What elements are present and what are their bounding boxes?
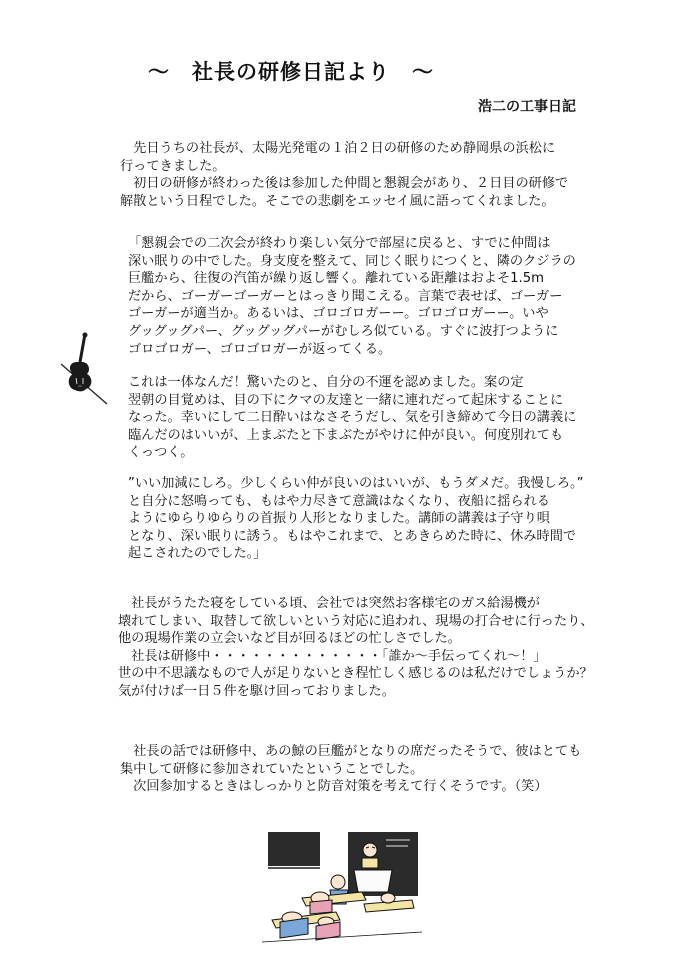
story-paragraph-lecture: ”いい加減にしろ。少しくらい仲が良いのはいいが、もうダメだ。我慢しろ。” と自分に怒鳴っても、もはや力尽きて意識はなくなり、夜船に揺られる ようにゆらりゆらりの首振り人形となりました。講師の講義は子守り唄 となり、深い眠りに誘う。もはやこれまで、とあきらめた時に、休み時間で 起こされたのでした。」 [128,476,584,562]
story-paragraph-morning: これは一体なんだ！驚いたのと、自分の不運を認めました。案の定 翌朝の目覚めは、目の下にクマの友達と一緒に連れだって起床することに なった。幸いにして二日酔いはなさそうだし、気を引き締めて今日の講義に 臨んだのはいいが、上まぶたと下まぶたがやけに仲が良い。何度別れても くっつく。 [128,375,577,461]
intro-paragraph: 先日うちの社長が、太陽光発電の１泊２日の研修のため静岡県の浜松に 行ってきました。 初日の研修が終わった後は参加した仲間と懇親会があり、２日目の研修で 解散という日程でした。そこでの悲劇をエッセイ風に語ってくれました。 [120,141,569,209]
classroom-icon [262,828,422,946]
ending-paragraph: 社長の話では研修中、あの鯨の巨艦がとなりの席だったそうで、彼はとても 集中して研修に参加されていたということでした。 次回参加するときはしっかりと防音対策を考えて行くそうです。（笑） [120,744,582,795]
story-paragraph-snoring: 「懇親会での二次会が終わり楽しい気分で部屋に戻ると、すでに仲間は 深い眠りの中でした。身支度を整えて、同じく眠りにつくと、隣のクジラの 巨艦から、往復の汽笛が繰り返し響く。離れている距離はおよそ1.5m だから、ゴーガーゴーガーとはっきり聞こえる。言葉で表せば、ゴーガー ゴーガーが適当か。あるいは、ゴロゴロガーー。ゴロゴロガーー。いや グッグッグパー、グッグッグパーがむしろ似ている。すぐに波打つように ゴロゴロガー、ゴロゴロガーが返ってくる。 [128,236,576,357]
office-paragraph: 社長がうたた寝をしている頃、会社では突然お客様宅のガス給湯機が 壊れてしまい、取替して欲しいという対応に追われ、現場の打合せに行ったり、 他の現場作業の立会いなど目が回るほどの忙しさでした。 社長は研修中・・・・・・・・・・・・・「誰か～手伝ってくれ～！」 世の中不思議なもので人が足りないとき程忙しく感じるのは私だけでしょうか？ 気が付けば一日５件を駆け回っておりました。 [118,596,594,699]
page-title: ～ 社長の研修日記より ～ [148,60,434,84]
page-subtitle: 浩二の工事日記 [478,99,576,115]
violin-icon [55,332,110,407]
